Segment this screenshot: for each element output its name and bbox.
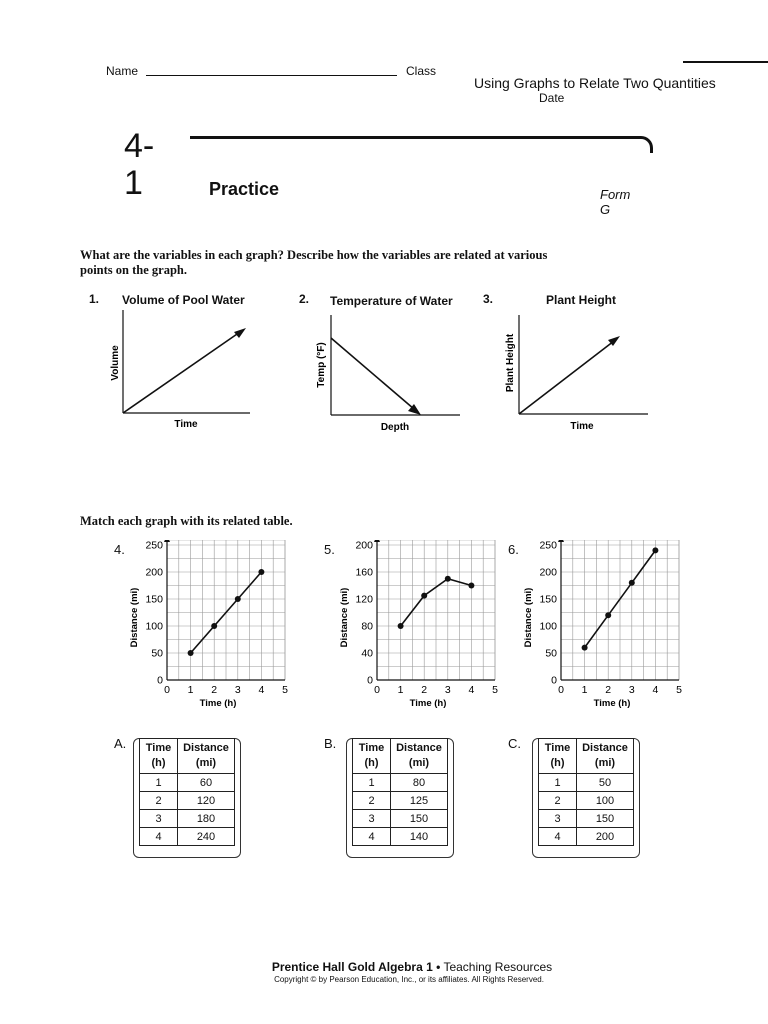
- graph1-plot: [100, 305, 260, 435]
- worksheet-title: Using Graphs to Relate Two Quantities: [474, 75, 716, 91]
- graph2-ylabel: Temp (°F): [316, 342, 327, 388]
- x-tick-label: 2: [421, 684, 428, 696]
- table-cell: 4: [539, 828, 577, 846]
- y-tick-label: 120: [355, 593, 373, 606]
- table-b-letter: B.: [324, 736, 337, 751]
- header-line: Distance: [582, 742, 628, 754]
- graph2-xlabel: Depth: [380, 422, 410, 433]
- distance-header: [577, 739, 634, 774]
- header-line: Time: [544, 742, 571, 754]
- table-c: [538, 738, 634, 846]
- table-cell: 60: [178, 774, 235, 792]
- header-line: Time: [145, 742, 172, 754]
- y-axis-arrow: [374, 540, 380, 542]
- table-cell: 80: [391, 774, 448, 792]
- table-cell: 2: [353, 792, 391, 810]
- table-row: [539, 774, 634, 792]
- table-cell: 200: [577, 828, 634, 846]
- y-tick-label: 0: [367, 674, 373, 687]
- footer-line: [0, 960, 768, 974]
- table-cell: 4: [353, 828, 391, 846]
- table-header-row: [353, 739, 448, 774]
- y-axis-label: Distance (mi): [523, 587, 534, 648]
- y-tick-label: 40: [361, 647, 373, 660]
- table-cell: 3: [539, 810, 577, 828]
- x-tick-label: 0: [558, 684, 564, 696]
- table-cell: 240: [178, 828, 235, 846]
- y-tick-label: 150: [145, 593, 163, 606]
- table-cell: 3: [140, 810, 178, 828]
- time-header: [539, 739, 577, 774]
- table-a: [139, 738, 235, 846]
- form-label: Form G: [600, 187, 631, 217]
- table-cell: 1: [539, 774, 577, 792]
- chart6-number: 6.: [508, 542, 519, 557]
- x-tick-label: 2: [605, 684, 612, 696]
- y-axis-arrow: [164, 540, 170, 542]
- y-tick-label: 100: [145, 620, 163, 633]
- title-rule: [190, 136, 653, 153]
- header-line: (h): [364, 757, 379, 769]
- table-cell: 50: [577, 774, 634, 792]
- class-label: Class: [406, 64, 437, 78]
- graph1-trend-line: [123, 332, 240, 413]
- table-cell: 180: [178, 810, 235, 828]
- part2-instructions: Match each graph with its related table.: [80, 514, 293, 528]
- y-axis-label: Distance (mi): [339, 587, 350, 648]
- table-cell: 1: [353, 774, 391, 792]
- table-c-letter: C.: [508, 736, 521, 751]
- graph2-plot: [310, 305, 470, 435]
- y-tick-label: 0: [157, 674, 163, 687]
- time-header: [140, 739, 178, 774]
- x-axis-label: Time (h): [593, 698, 631, 709]
- graph3-plot: [500, 305, 660, 435]
- x-tick-label: 3: [444, 684, 451, 696]
- chart-4: [125, 540, 295, 715]
- graph2-number: 2.: [299, 292, 310, 306]
- graph1-xlabel: Time: [174, 419, 198, 430]
- x-axis-label: Time (h): [199, 698, 237, 709]
- table-row: [140, 828, 235, 846]
- header-line: (h): [151, 757, 166, 769]
- table-a-letter: A.: [114, 736, 127, 751]
- table-cell: 120: [178, 792, 235, 810]
- x-tick-label: 4: [468, 684, 475, 696]
- lesson-number: 4- 1: [124, 127, 155, 202]
- table-cell: 1: [140, 774, 178, 792]
- x-tick-label: 5: [282, 684, 288, 696]
- data-point: [582, 645, 588, 651]
- header-line: Time: [358, 742, 385, 754]
- table-row: [353, 792, 448, 810]
- data-point: [468, 583, 474, 589]
- class-field[interactable]: [683, 61, 768, 63]
- table-cell: 125: [391, 792, 448, 810]
- time-header: [353, 739, 391, 774]
- graph1-arrowhead: [234, 328, 246, 338]
- x-tick-label: 5: [676, 684, 682, 696]
- table-row: [140, 774, 235, 792]
- table-row: [140, 792, 235, 810]
- footer-resource: Teaching Resources: [443, 960, 553, 974]
- y-tick-label: 80: [361, 620, 373, 633]
- chart-6: [519, 540, 689, 715]
- data-point: [605, 612, 611, 618]
- graph1-number: 1.: [89, 292, 100, 306]
- table-row: [140, 810, 235, 828]
- graph3-xlabel: Time: [570, 421, 594, 432]
- graph3-number: 3.: [483, 292, 494, 306]
- graph1-title: Volume of Pool Water: [122, 293, 245, 307]
- graph3-ylabel: Plant Height: [505, 333, 516, 393]
- y-tick-label: 100: [539, 620, 557, 633]
- footer-publisher: Prentice Hall Gold Algebra 1: [271, 960, 433, 974]
- table-cell: 140: [391, 828, 448, 846]
- header-line: (mi): [408, 757, 430, 769]
- table-cell: 2: [539, 792, 577, 810]
- table-cell: 150: [391, 810, 448, 828]
- y-axis-arrow: [558, 540, 564, 542]
- y-tick-label: 50: [545, 647, 557, 660]
- x-axis-label: Time (h): [409, 698, 447, 709]
- table-row: [539, 828, 634, 846]
- header-line: (h): [550, 757, 565, 769]
- table-cell: 3: [353, 810, 391, 828]
- graph1-ylabel: Volume: [110, 345, 121, 381]
- chart5-number: 5.: [324, 542, 335, 557]
- x-tick-label: 5: [492, 684, 498, 696]
- header-line: Distance: [396, 742, 442, 754]
- table-header-row: [539, 739, 634, 774]
- x-tick-label: 1: [187, 684, 194, 696]
- y-axis-label: Distance (mi): [129, 587, 140, 648]
- data-point: [235, 596, 241, 602]
- y-tick-label: 150: [539, 593, 557, 606]
- distance-header: [178, 739, 235, 774]
- data-point: [629, 580, 635, 586]
- x-tick-label: 0: [164, 684, 170, 696]
- header-line: Distance: [183, 742, 229, 754]
- table-header-row: [140, 739, 235, 774]
- y-tick-label: 160: [355, 566, 373, 579]
- x-tick-label: 0: [374, 684, 380, 696]
- x-tick-label: 1: [581, 684, 588, 696]
- data-point: [188, 650, 194, 656]
- graph2-title: Temperature of Water: [330, 294, 453, 308]
- x-tick-label: 1: [397, 684, 404, 696]
- distance-header: [391, 739, 448, 774]
- y-tick-label: 0: [551, 674, 557, 687]
- name-label: Name: [106, 64, 139, 78]
- footer-copyright: Copyright © by Pearson Education, Inc., or its affiliates. All Rights Reserved.: [274, 975, 544, 984]
- table-cell: 2: [140, 792, 178, 810]
- table-row: [539, 792, 634, 810]
- table-row: [353, 810, 448, 828]
- graph3-title: Plant Height: [546, 293, 617, 307]
- table-row: [353, 774, 448, 792]
- section-title: Practice: [209, 179, 280, 199]
- header-line: (mi): [594, 757, 616, 769]
- table-cell: 4: [140, 828, 178, 846]
- part1-instructions: What are the variables in each graph? Describe how the variables are related at various points on the graph.: [80, 248, 548, 277]
- y-tick-label: 250: [145, 540, 163, 552]
- footer-bullet: •: [436, 960, 441, 974]
- y-tick-label: 200: [539, 566, 557, 579]
- y-tick-label: 250: [539, 540, 557, 552]
- y-tick-label: 50: [151, 647, 163, 660]
- x-tick-label: 4: [258, 684, 265, 696]
- table-row: [353, 828, 448, 846]
- data-point: [211, 623, 217, 629]
- x-tick-label: 2: [211, 684, 218, 696]
- table-cell: 100: [577, 792, 634, 810]
- x-tick-label: 3: [234, 684, 241, 696]
- y-tick-label: 200: [145, 566, 163, 579]
- data-point: [421, 593, 427, 599]
- x-tick-label: 4: [652, 684, 659, 696]
- x-tick-label: 3: [628, 684, 635, 696]
- data-point: [398, 623, 404, 629]
- name-field[interactable]: [146, 75, 397, 76]
- date-label: Date: [539, 91, 565, 105]
- data-point: [258, 569, 264, 575]
- data-point: [445, 576, 451, 582]
- table-row: [539, 810, 634, 828]
- table-cell: 150: [577, 810, 634, 828]
- table-b: [352, 738, 448, 846]
- y-tick-label: 200: [355, 540, 373, 552]
- chart4-number: 4.: [114, 542, 125, 557]
- header-line: (mi): [195, 757, 217, 769]
- chart-5: [335, 540, 505, 715]
- graph2-trend-line: [331, 338, 414, 409]
- data-point: [652, 547, 658, 553]
- graph3-trend-line: [519, 341, 614, 414]
